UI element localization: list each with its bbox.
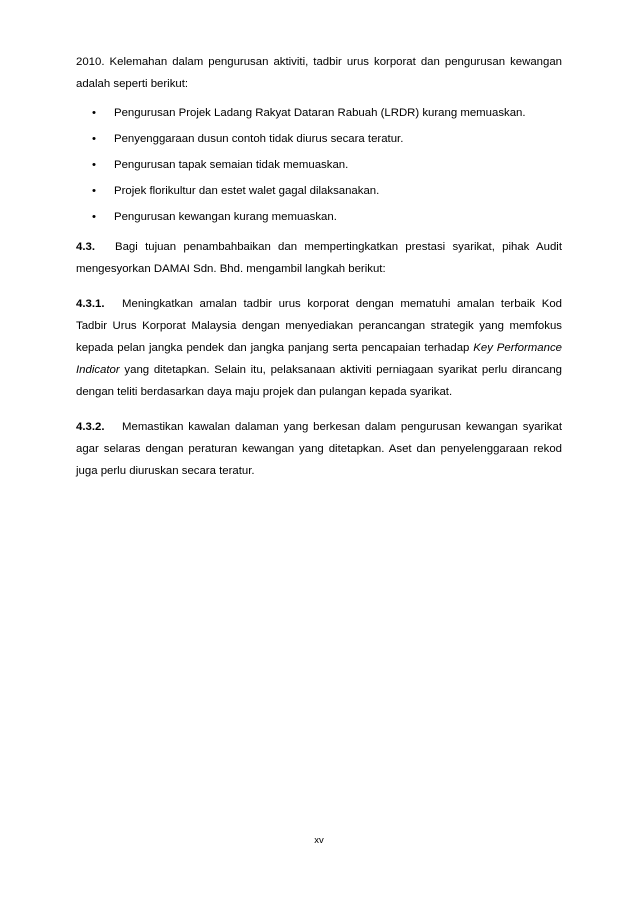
section-4-3-1 <box>76 293 562 403</box>
bullet-icon: • <box>92 133 96 145</box>
section-text-a: Meningkatkan amalan tadbir urus korporat dengan mematuhi amalan terbaik Kod Tadbir Urus Korporat Malaysia dengan menyediakan perancangan strategik yang memfokus kepada pelan jangka pendek dan jangka panjang serta pencapaian terhadap <box>76 298 562 354</box>
section-text-b: yang ditetapkan. Selain itu, pelaksanaan aktiviti perniagaan syarikat perlu dirancang dengan teliti berdasarkan daya maju projek dan pulangan kepada syarikat. <box>76 364 562 398</box>
intro-paragraph <box>76 51 562 95</box>
page-number: xv <box>314 835 324 846</box>
page-content <box>76 51 562 482</box>
bullet-icon: • <box>92 107 96 119</box>
section-text: Bagi tujuan penambahbaikan dan mempertingkatkan prestasi syarikat, pihak Audit mengesyorkan DAMAI Sdn. Bhd. mengambil langkah berikut: <box>76 241 562 275</box>
list-item-text: Pengurusan tapak semaian tidak memuaskan. <box>114 159 349 171</box>
weakness-list <box>76 102 562 228</box>
section-4-3 <box>76 236 562 280</box>
bullet-icon: • <box>92 185 96 197</box>
list-item-text: Pengurusan Projek Ladang Rakyat Dataran Rabuah (LRDR) kurang memuaskan. <box>114 107 526 119</box>
list-item-text: Projek florikultur dan estet walet gagal dilaksanakan. <box>114 185 380 197</box>
list-item-text: Pengurusan kewangan kurang memuaskan. <box>114 211 337 223</box>
list-item <box>76 180 562 202</box>
section-number: 4.3. <box>76 241 95 253</box>
section-text-italic: Key Performance Indicator <box>76 342 562 376</box>
list-item-text: Penyenggaraan dusun contoh tidak diurus secara teratur. <box>114 133 404 145</box>
list-item <box>76 128 562 150</box>
list-item <box>76 154 562 176</box>
list-item <box>76 102 562 124</box>
bullet-icon: • <box>92 159 96 171</box>
section-number: 4.3.2. <box>76 421 105 433</box>
section-4-3-2 <box>76 416 562 482</box>
intro-line-1: 2010. Kelemahan dalam pengurusan aktiviti, tadbir urus korporat dan pengurusan kewangan <box>76 56 562 68</box>
section-text: Memastikan kawalan dalaman yang berkesan dalam pengurusan kewangan syarikat agar selaras dengan peraturan kewangan yang ditetapkan. Aset dan penyelenggaraan rekod juga perlu diuruskan secara teratur. <box>76 421 562 477</box>
section-number: 4.3.1. <box>76 298 105 310</box>
list-item <box>76 206 562 228</box>
bullet-icon: • <box>92 211 96 223</box>
intro-line-2: adalah seperti berikut: <box>76 78 189 90</box>
